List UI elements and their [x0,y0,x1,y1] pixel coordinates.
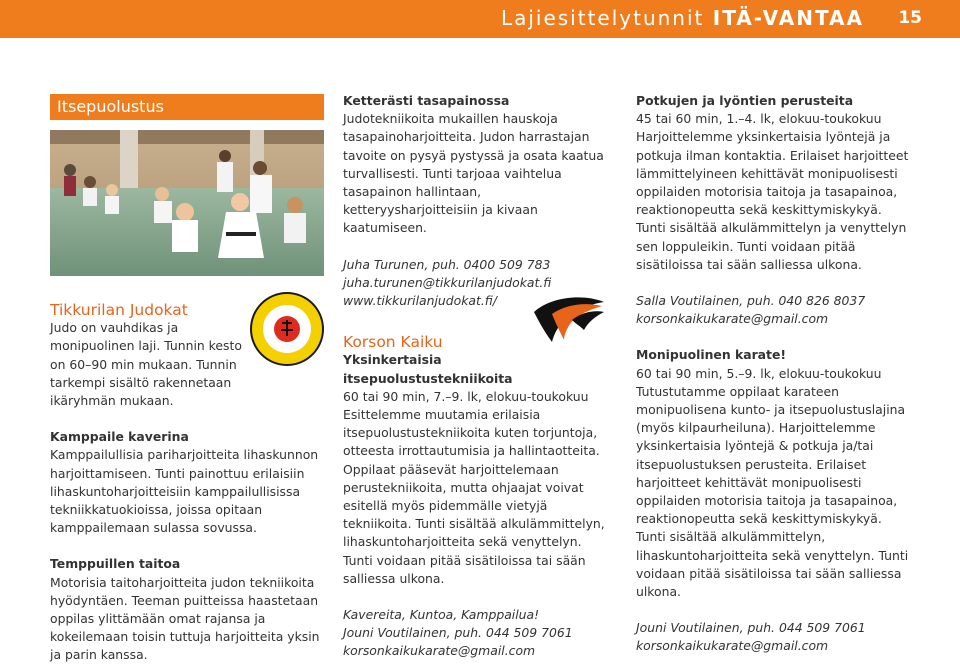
column-3 [636,92,912,656]
section-text-temppuillen: Motorisia taitoharjoitteita judon tekniikoita hyödyntäen. Teeman puitteissa haastetaan oppilas ylittämään omat rajansa ja kokeilemaan toisin tuttuja harjoitteita yksin ja parin kanssa. [50,574,320,663]
section-text-ketterasti: Judotekniikoita mukaillen hauskoja tasapainoharjoitteita. Judon harrastajan tavoite on pysyä pystyssä ja osata kaatua turvallisesti. Tunti tarjoaa vaihtelua tasapainon hallintaan, ketteryysharjoitteisiin ja kivaan kaatumiseen. [343,111,604,236]
section-title-monipuolinen: Monipuolinen karate! [636,347,787,363]
contact-email-jouni[interactable]: korsonkaikukarate@gmail.com [343,643,536,659]
section-title-potkujen: Potkujen ja lyöntien perusteita [636,93,854,108]
photo-illustration [50,130,324,276]
section-label-bar [50,94,324,120]
spacer [636,601,912,619]
club-title-korson: Korson Kaiku [343,333,443,352]
section-text-kamppaile: Kamppailullisia pariharjoitteita lihaskunnon harjoittamiseen. Tunti painottuu erilaisiin lihaskuntoharjoitteisiin kamppailullisissa tekniikkatuokioissa, joissa opitaan kamppailemaan sulassa sovussa. [50,447,319,536]
slogan: Kavereita, Kuntoa, Kamppailua! [343,607,540,623]
contact-name-juha: Juha Turunen, puh. 0400 509 783 [343,256,551,272]
contact-email-jouni-2[interactable]: korsonkaikukarate@gmail.com [636,638,829,654]
contact-web-tikkurila[interactable]: www.tikkurilanjudokat.fi/ [343,293,497,309]
section-title-ketterasti: Ketterästi tasapainossa [343,93,510,108]
spacer [636,328,912,346]
section-label: Itsepuolustus [57,97,164,116]
section-title-temppuillen: Temppuillen taitoa [50,556,181,572]
contact-name-jouni-2: Jouni Voutilainen, puh. 044 509 7061 [636,620,866,636]
section-meta-potkujen: 45 tai 60 min, 1.–4. lk, elokuu-toukokuu [636,111,882,127]
korson-kaiku-logo [532,294,606,344]
section-meta-monipuolinen: 60 tai 90 min, 5.–9. lk, elokuu-toukokuu [636,365,882,381]
header-title: Lajiesittelytunnit ITÄ-VANTAA [500,6,864,30]
spacer [343,238,615,256]
contact-email-salla[interactable]: korsonkaikukarate@gmail.com [636,311,829,327]
section-meta-yksinkertaisia: 60 tai 90 min, 7.–9. lk, elokuu-toukokuu [343,388,589,404]
contact-name-jouni: Jouni Voutilainen, puh. 044 509 7061 [343,625,573,641]
section-text-monipuolinen: Tutustutamme oppilaat karateen monipuolisena kunto- ja itsepuolustuslajina (myös kilpaurheiluna). Harjoittelemme yksinkertaisia lyöntejä & potkuja ja/tai itsepuolustuksen perusteita. Erilaiset harjoitteet kehittävät monipuolisesti oppilaiden motorisia taitoja ja tasapainoa, reaktionopeutta sekä keskittymiskykyä. Tunti sisältää alkulämmittelyn, lihaskuntoharjoitteita sekä venyttelyn. Tunti voidaan pitää sisätiloissa tai sään salliessa ulkona. [636,383,909,600]
club-title-tikkurila: Tikkurilan Judokat [50,301,188,319]
page-header [0,0,960,38]
column-2 [343,92,615,661]
contact-name-salla: Salla Voutilainen, puh. 040 826 8037 [636,293,866,309]
section-title-kamppaile: Kamppaile kaverina [50,429,189,445]
spacer [50,410,326,428]
section-title-yksinkertaisia: Yksinkertaisia [343,352,442,368]
spacer [636,274,912,292]
section-text-potkujen: Harjoittelemme yksinkertaisia lyöntejä ja potkuja ilman kontaktia. Erilaiset harjoitteet lämmittelyineen kehittävät monipuolisesti oppilaiden motorisia taitoja ja tasapainoa, reaktionopeutta sekä keskittymiskykyä. Tunti sisältää alkulämmittelyn ja venyttelyn sen loppuleikin. Tunti voidaan pitää sisätiloissa tai sään salliessa ulkona. [636,129,909,272]
judo-class-photo [50,130,324,276]
spacer [50,537,326,555]
spacer [343,588,615,606]
section-title-yksinkertaisia-2: itsepuolustustekniikoita [343,370,513,386]
section-text-yksinkertaisia: Esittelemme muutamia erilaisia itsepuolustustekniikoita kuten torjuntoja, otteesta irrottautumisia ja hallintaotteita. Oppilaat pääsevät harjoittelemaan perustekniikoita, mutta ohjaajat voivat esitellä myös pidemmälle vietyjä tekniikoita. Tunti sisältää alkulämmittelyn, lihaskuntoharjoitteita sekä venyttelyn. Tunti voidaan pitää sisätiloissa tai sään salliessa ulkona. [343,407,605,586]
judo-intro: Judo on vauhdikas ja monipuolinen laji. Tunnin kesto on 60–90 min mukaan. Tunnin tarkempi sisältö rakennetaan ikäryhmän mukaan. [50,320,242,409]
page-number: 15 [898,8,922,28]
contact-email-juha[interactable]: juha.turunen@tikkurilanjudokat.fi [343,274,552,290]
tikkurilan-judokat-logo [249,291,325,367]
